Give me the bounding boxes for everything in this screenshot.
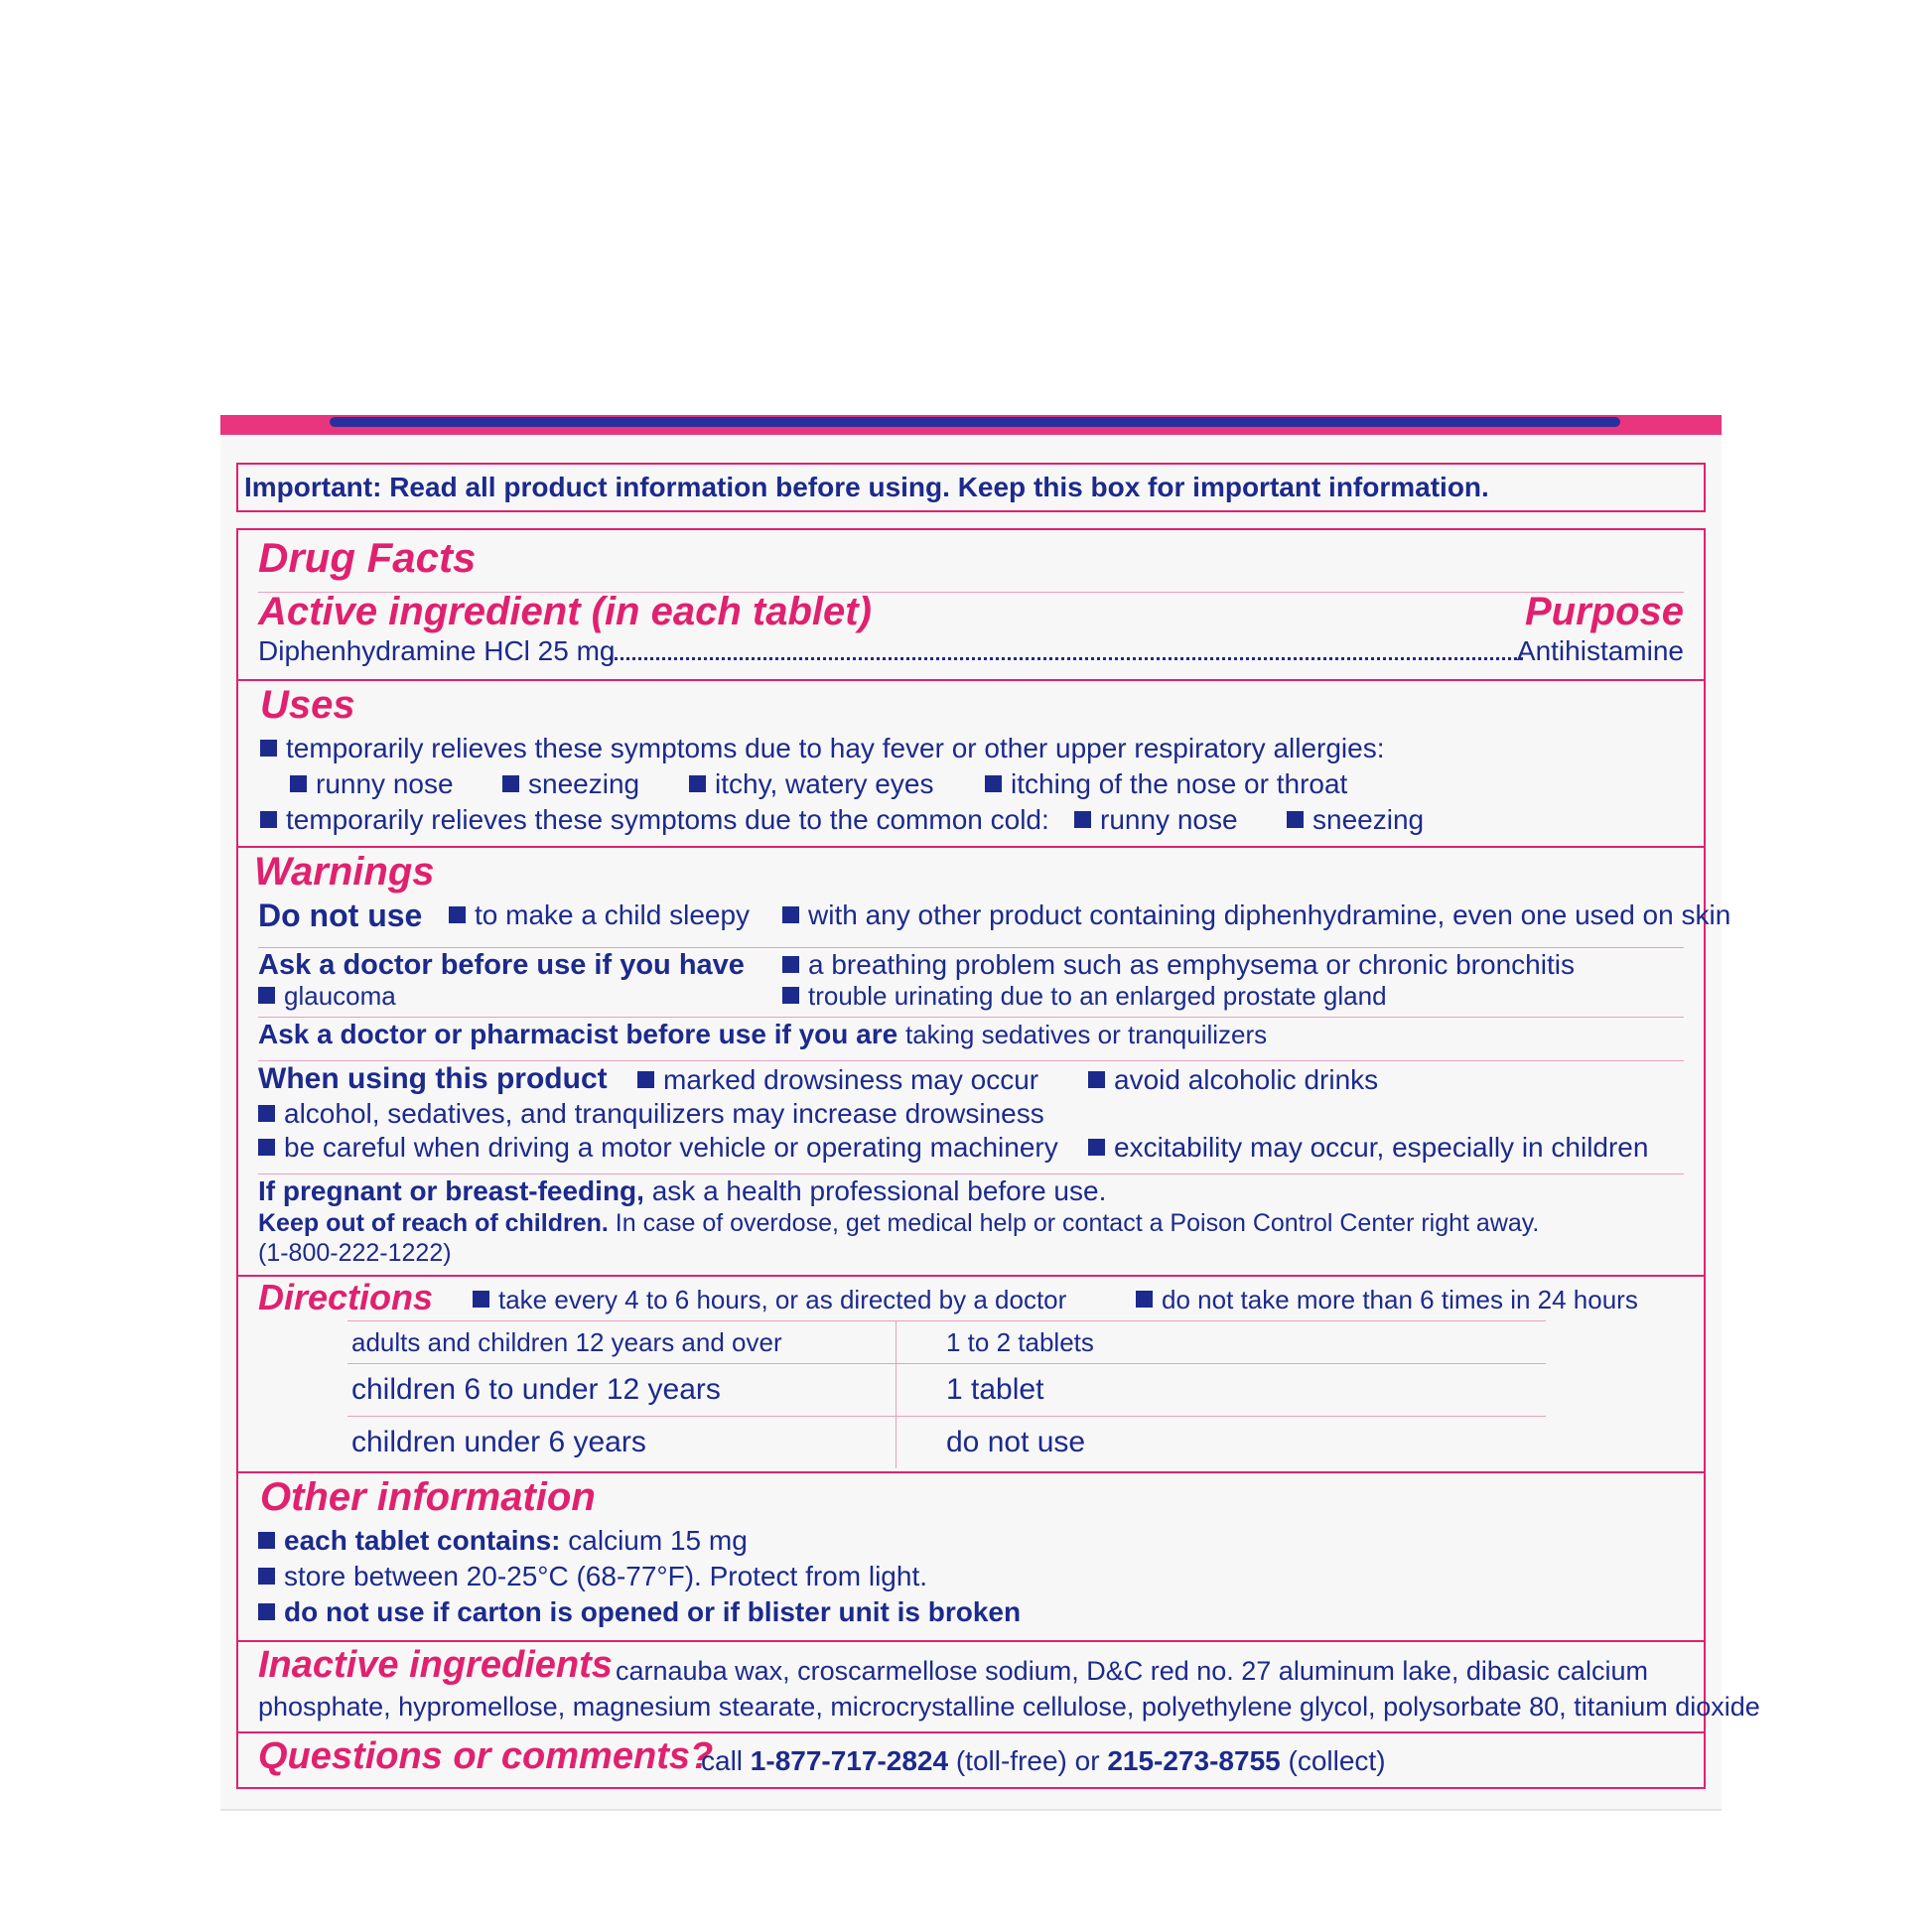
active-purpose: Antihistamine — [1516, 635, 1684, 666]
dosage-amount: 1 tablet — [897, 1364, 1547, 1417]
carton-flap-band — [330, 417, 1620, 427]
inactive-heading: Inactive ingredients — [258, 1644, 613, 1686]
when-using-item: avoid alcoholic drinks — [1088, 1064, 1378, 1096]
purpose-heading: Purpose — [1524, 590, 1684, 633]
do-not-use-item: to make a child sleepy — [449, 899, 750, 931]
uses-sub-item: sneezing — [502, 768, 639, 800]
do-not-use-label: Do not use — [258, 897, 423, 933]
warnings-heading: Warnings — [254, 850, 435, 894]
dosage-amount: 1 to 2 tablets — [897, 1321, 1547, 1364]
dosage-age: adults and children 12 years and over — [351, 1326, 782, 1357]
when-using-item: marked drowsiness may occur — [637, 1064, 1038, 1096]
drug-facts-panel — [236, 528, 1760, 1789]
carton-bottom-edge — [220, 1809, 1722, 1811]
drug-facts-title: Drug Facts — [258, 534, 477, 581]
other-info-item: each tablet contains: calcium 15 mg — [258, 1525, 748, 1557]
directions-heading: Directions — [258, 1277, 434, 1317]
do-not-use-item: with any other product containing diphenhydramine, even one used on skin — [782, 899, 1730, 931]
when-using-item: be careful when driving a motor vehicle or operating machinery — [258, 1132, 1058, 1164]
active-ingredient-name: Diphenhydramine HCl 25 mg — [258, 635, 616, 666]
poison-control-phone: (1-800-222-1222) — [258, 1239, 452, 1267]
when-using-item: excitability may occur, especially in children — [1088, 1132, 1648, 1164]
active-ingredient-heading: Active ingredient (in each tablet) — [258, 590, 872, 633]
ask-pharmacist-line: Ask a doctor or pharmacist before use if you are taking sedatives or tranquilizers — [258, 1019, 1268, 1049]
dosage-age: children 6 to under 12 years — [351, 1373, 721, 1406]
important-notice: Important: Read all product information before using. Keep this box for important information. — [236, 463, 1706, 512]
uses-sub-item: itchy, watery eyes — [689, 768, 933, 800]
uses-heading: Uses — [260, 683, 355, 727]
uses-sub-item: runny nose — [1074, 804, 1238, 836]
uses-sub-item: itching of the nose or throat — [985, 768, 1347, 800]
dot-leader — [610, 657, 1523, 660]
ask-doctor-item: glaucoma — [258, 981, 396, 1012]
uses-sub-item: sneezing — [1287, 804, 1424, 836]
inactive-line-2: phosphate, hypromellose, magnesium stearate, microcrystalline cellulose, polyethylene glycol, polysorbate 80, titanium dioxide — [258, 1692, 1760, 1722]
directions-bullet: take every 4 to 6 hours, or as directed by a doctor — [473, 1285, 1066, 1315]
dosage-row — [347, 1364, 1546, 1417]
dosage-row — [347, 1321, 1546, 1364]
other-info-item: do not use if carton is opened or if blister unit is broken — [258, 1596, 1021, 1628]
carton-top-flap — [220, 415, 1722, 435]
ask-doctor-item: trouble urinating due to an enlarged prostate gland — [782, 981, 1387, 1012]
inactive-line-1: carnauba wax, croscarmellose sodium, D&C red no. 27 aluminum lake, dibasic calcium — [616, 1656, 1648, 1686]
questions-heading: Questions or comments? — [258, 1735, 714, 1777]
when-using-item: alcohol, sedatives, and tranquilizers may increase drowsiness — [258, 1098, 1044, 1130]
ask-doctor-label: Ask a doctor before use if you have — [258, 949, 745, 981]
uses-line-1: temporarily relieves these symptoms due to hay fever or other upper respiratory allergies: — [260, 733, 1385, 764]
uses-sub-item: runny nose — [290, 768, 454, 800]
dosage-row — [347, 1417, 1546, 1469]
ask-doctor-item: a breathing problem such as emphysema or chronic bronchitis — [782, 949, 1575, 981]
questions-contact: call 1-877-717-2824 (toll-free) or 215-273-8755 (collect) — [701, 1745, 1386, 1776]
other-info-item: store between 20-25°C (68-77°F). Protect from light. — [258, 1561, 927, 1592]
dosage-table — [347, 1320, 1546, 1468]
other-info-heading: Other information — [260, 1475, 596, 1519]
dosage-age: children under 6 years — [351, 1426, 646, 1458]
uses-line-2: temporarily relieves these symptoms due to the common cold: — [260, 804, 1049, 836]
keep-out-line: Keep out of reach of children. In case of overdose, get medical help or contact a Poison Control Center right away. — [258, 1209, 1540, 1237]
directions-bullet: do not take more than 6 times in 24 hours — [1136, 1285, 1638, 1315]
pregnant-line: If pregnant or breast-feeding, ask a health professional before use. — [258, 1175, 1107, 1206]
when-using-label: When using this product — [258, 1062, 608, 1095]
dosage-amount: do not use — [897, 1417, 1547, 1469]
